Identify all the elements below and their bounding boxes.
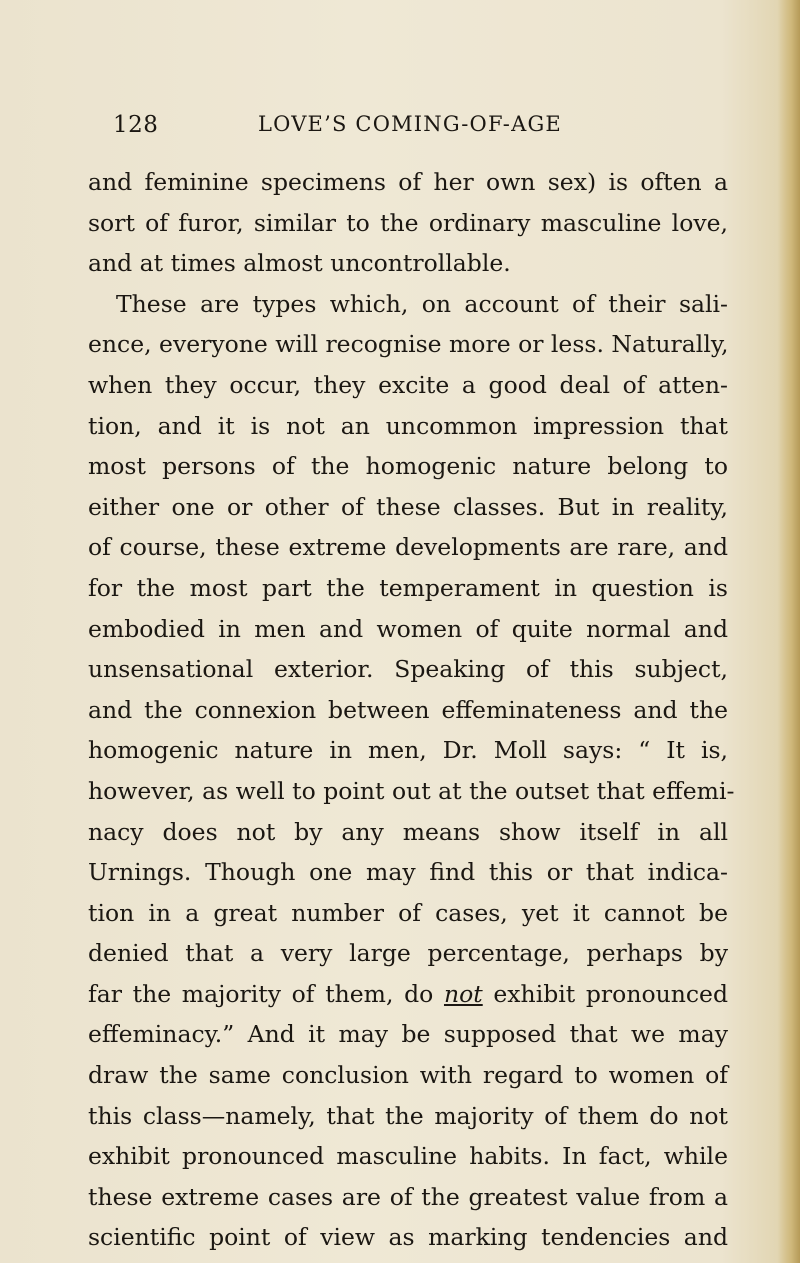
- text-line: ence, everyone will recognise more or less. Naturally,: [88, 330, 729, 359]
- text-line: tion in a great number of cases, yet it cannot be: [88, 898, 728, 927]
- text-line: unsensational exterior. Speaking of this subject,: [88, 655, 728, 684]
- text-line: when they occur, they excite a good deal of atten-: [88, 370, 728, 399]
- text-line: this class—namely, that the majority of them do not: [88, 1101, 728, 1130]
- text-line: and at times almost uncontrollable.: [88, 249, 511, 278]
- running-title: LOVE’S COMING-OF-AGE: [258, 112, 562, 136]
- text-line: sort of furor, similar to the ordinary masculine love,: [88, 208, 728, 237]
- text-line: These are types which, on account of their sali-: [116, 289, 728, 318]
- emphasized-word: not: [443, 979, 483, 1008]
- text-line: denied that a very large percentage, perhaps by: [88, 939, 728, 968]
- page-number: 128: [113, 112, 159, 138]
- text-line: and the connexion between effeminateness and the: [88, 695, 728, 724]
- text-line: these extreme cases are of the greatest value from a: [88, 1182, 728, 1211]
- text-line: embodied in men and women of quite normal and: [88, 614, 728, 643]
- text-line: exhibit pronounced masculine habits. In fact, while: [88, 1142, 728, 1171]
- body-text: [88, 162, 735, 1258]
- text-line: draw the same conclusion with regard to women of: [88, 1061, 728, 1090]
- text-line: effeminacy.” And it may be supposed that we may: [88, 1020, 728, 1049]
- text-line: Urnings. Though one may find this or that indica-: [88, 858, 728, 887]
- text-line: nacy does not by any means show itself in all: [88, 817, 728, 846]
- text-line-with-emphasis: [88, 974, 728, 1015]
- text-segment: far the majority of them, do: [88, 979, 444, 1008]
- text-line: for the most part the temperament in question is: [88, 573, 728, 602]
- text-line: tion, and it is not an uncommon impression that: [88, 411, 728, 440]
- text-segment: exhibit pronounced: [482, 979, 728, 1008]
- text-line: most persons of the homogenic nature belong to: [88, 452, 728, 481]
- text-line: however, as well to point out at the outset that effemi-: [88, 776, 735, 805]
- text-line: either one or other of these classes. But in reality,: [88, 492, 728, 521]
- running-head: [113, 112, 733, 142]
- text-line: and feminine specimens of her own sex) is often a: [88, 168, 728, 196]
- page-edge-stain: [778, 0, 800, 1263]
- text-line: homogenic nature in men, Dr. Moll says: “ It is,: [88, 736, 728, 765]
- text-line: of course, these extreme developments are rare, and: [88, 533, 728, 562]
- text-line: scientific point of view as marking tendencies and: [88, 1223, 728, 1252]
